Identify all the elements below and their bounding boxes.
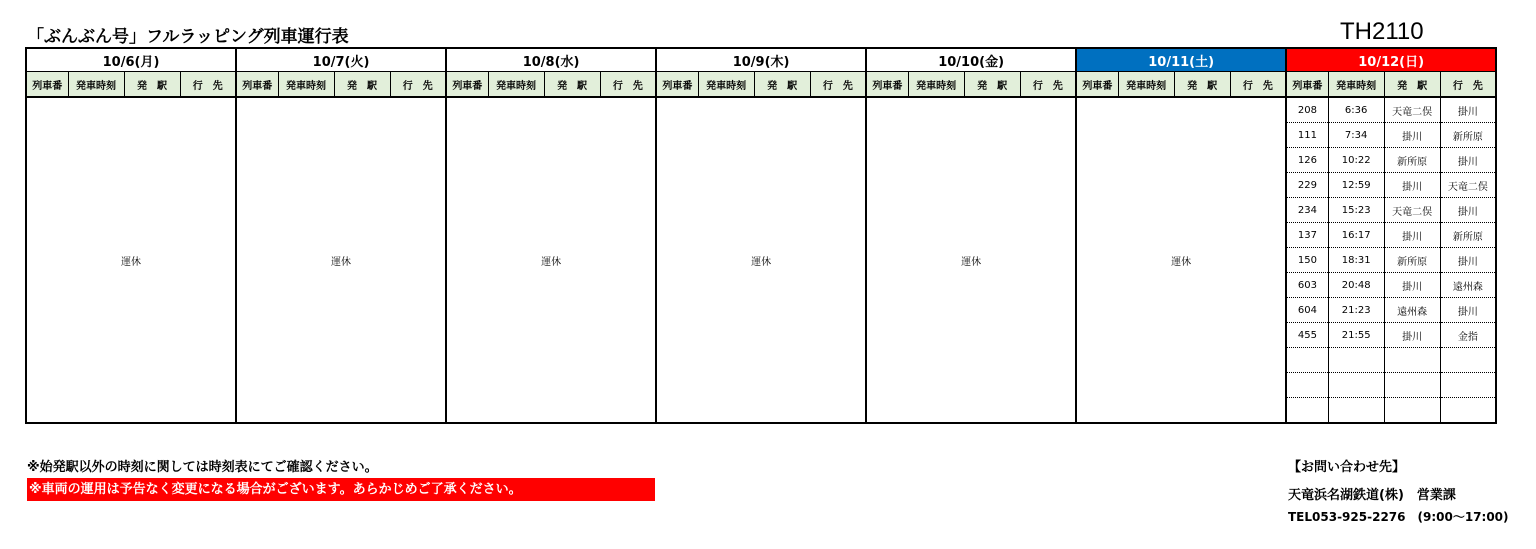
column-header: 行 先 — [180, 72, 236, 98]
day-header: 10/10(金) — [866, 48, 1076, 72]
cell-time: 20:48 — [1328, 273, 1384, 298]
cell-from — [1384, 373, 1440, 398]
suspended-label: 運休 — [866, 97, 1076, 423]
column-header: 行 先 — [1020, 72, 1076, 98]
cell-time — [1328, 398, 1384, 424]
column-header: 行 先 — [810, 72, 866, 98]
document-code: TH2110 — [1340, 18, 1424, 45]
suspended-label: 運休 — [26, 97, 236, 423]
page-title: 「ぶんぶん号」フルラッピング列車運行表 — [27, 27, 349, 47]
cell-from — [1384, 348, 1440, 373]
cell-from: 遠州森 — [1384, 298, 1440, 323]
cell-train — [1286, 348, 1328, 373]
day-header: 10/12(日) — [1286, 48, 1496, 72]
cell-to — [1440, 398, 1496, 424]
day-header: 10/8(水) — [446, 48, 656, 72]
column-header: 発 駅 — [754, 72, 810, 98]
cell-train: 111 — [1286, 123, 1328, 148]
contact-company: 天竜浜名湖鉄道(株) 営業課 — [1288, 488, 1456, 503]
cell-train: 208 — [1286, 97, 1328, 123]
column-header: 発 駅 — [964, 72, 1020, 98]
table-row — [26, 97, 1496, 123]
cell-to: 天竜二俣 — [1440, 173, 1496, 198]
column-header: 発車時刻 — [488, 72, 544, 98]
warning-note: ※車両の運用は予告なく変更になる場合がございます。あらかじめご了承ください。 — [27, 478, 655, 501]
column-header: 発車時刻 — [278, 72, 334, 98]
cell-from: 掛川 — [1384, 123, 1440, 148]
cell-time: 21:23 — [1328, 298, 1384, 323]
cell-train: 234 — [1286, 198, 1328, 223]
column-header: 発 駅 — [1384, 72, 1440, 98]
day-header: 10/11(土) — [1076, 48, 1286, 72]
cell-from: 天竜二俣 — [1384, 97, 1440, 123]
column-header: 行 先 — [600, 72, 656, 98]
cell-to: 掛川 — [1440, 148, 1496, 173]
suspended-label: 運休 — [656, 97, 866, 423]
cell-to: 金指 — [1440, 323, 1496, 348]
column-header: 列車番 — [1286, 72, 1328, 98]
cell-train: 603 — [1286, 273, 1328, 298]
cell-from: 天竜二俣 — [1384, 198, 1440, 223]
column-header: 発 駅 — [1174, 72, 1230, 98]
column-header: 列車番 — [446, 72, 488, 98]
suspended-label: 運休 — [236, 97, 446, 423]
cell-from: 掛川 — [1384, 273, 1440, 298]
cell-time: 16:17 — [1328, 223, 1384, 248]
column-header: 発車時刻 — [698, 72, 754, 98]
cell-to: 掛川 — [1440, 248, 1496, 273]
column-header: 行 先 — [1440, 72, 1496, 98]
cell-from: 掛川 — [1384, 173, 1440, 198]
cell-train: 604 — [1286, 298, 1328, 323]
cell-train: 137 — [1286, 223, 1328, 248]
cell-to: 遠州森 — [1440, 273, 1496, 298]
cell-train: 229 — [1286, 173, 1328, 198]
column-header: 発 駅 — [544, 72, 600, 98]
cell-time — [1328, 348, 1384, 373]
column-header: 列車番 — [236, 72, 278, 98]
cell-train: 150 — [1286, 248, 1328, 273]
day-header: 10/9(木) — [656, 48, 866, 72]
cell-time: 12:59 — [1328, 173, 1384, 198]
cell-from: 新所原 — [1384, 248, 1440, 273]
cell-time: 21:55 — [1328, 323, 1384, 348]
cell-time: 6:36 — [1328, 97, 1384, 123]
suspended-label: 運休 — [1076, 97, 1286, 423]
suspended-label: 運休 — [446, 97, 656, 423]
cell-train — [1286, 398, 1328, 424]
cell-to — [1440, 373, 1496, 398]
cell-time — [1328, 373, 1384, 398]
cell-to — [1440, 348, 1496, 373]
column-header: 行 先 — [1230, 72, 1286, 98]
cell-from: 掛川 — [1384, 223, 1440, 248]
contact-tel: TEL053-925-2276 (9:00〜17:00) — [1288, 510, 1509, 524]
column-header: 発 駅 — [124, 72, 180, 98]
column-header: 列車番 — [26, 72, 68, 98]
column-header: 行 先 — [390, 72, 446, 98]
column-header: 列車番 — [656, 72, 698, 98]
cell-from: 掛川 — [1384, 323, 1440, 348]
cell-train: 126 — [1286, 148, 1328, 173]
cell-train — [1286, 373, 1328, 398]
column-header: 発車時刻 — [1118, 72, 1174, 98]
cell-train: 455 — [1286, 323, 1328, 348]
cell-to: 掛川 — [1440, 298, 1496, 323]
timetable — [25, 47, 1497, 424]
cell-to: 新所原 — [1440, 123, 1496, 148]
contact-heading: 【お問い合わせ先】 — [1288, 460, 1406, 475]
cell-to: 掛川 — [1440, 97, 1496, 123]
cell-from: 新所原 — [1384, 148, 1440, 173]
column-header: 発車時刻 — [908, 72, 964, 98]
day-header: 10/6(月) — [26, 48, 236, 72]
cell-time: 18:31 — [1328, 248, 1384, 273]
timetable-note: ※始発駅以外の時刻に関しては時刻表にてご確認ください。 — [27, 460, 378, 475]
column-header: 発車時刻 — [1328, 72, 1384, 98]
column-header: 発車時刻 — [68, 72, 124, 98]
column-header: 発 駅 — [334, 72, 390, 98]
cell-time: 7:34 — [1328, 123, 1384, 148]
cell-time: 10:22 — [1328, 148, 1384, 173]
column-header: 列車番 — [1076, 72, 1118, 98]
cell-to: 新所原 — [1440, 223, 1496, 248]
day-header: 10/7(火) — [236, 48, 446, 72]
cell-from — [1384, 398, 1440, 424]
column-header: 列車番 — [866, 72, 908, 98]
cell-time: 15:23 — [1328, 198, 1384, 223]
cell-to: 掛川 — [1440, 198, 1496, 223]
